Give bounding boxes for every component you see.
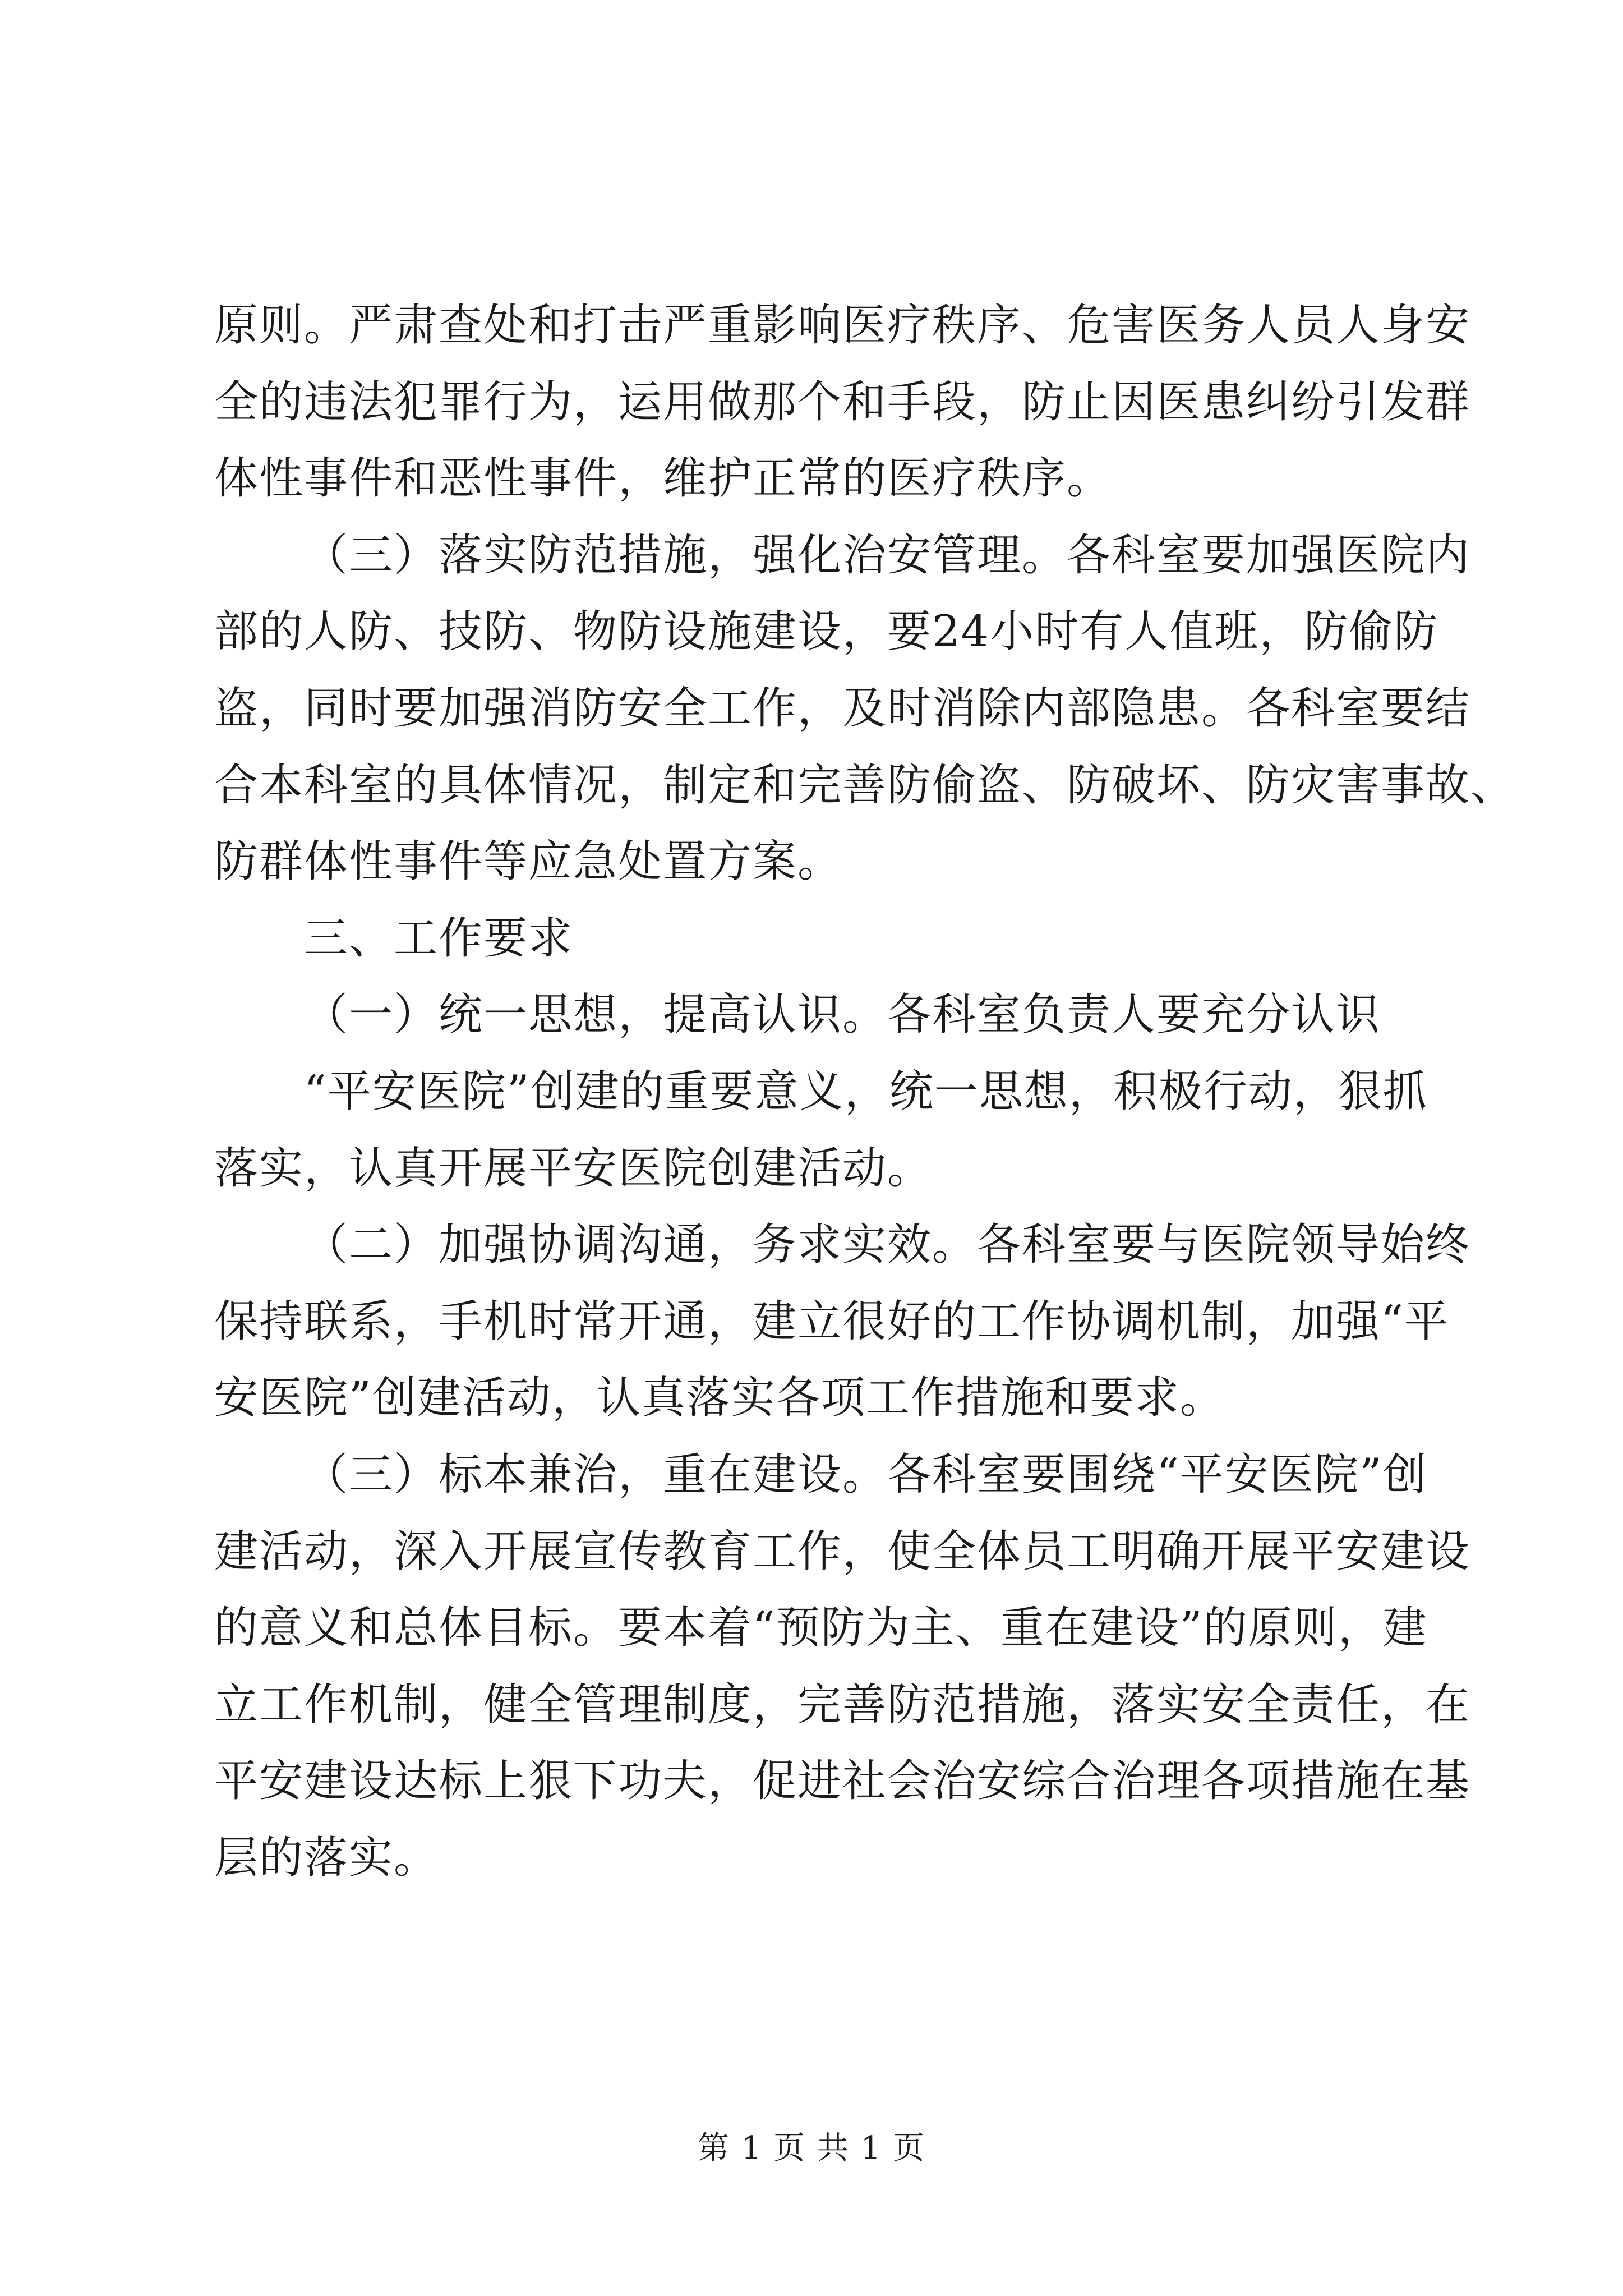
page-number-footer: 第 1 页 共 1 页 — [697, 2130, 926, 2166]
text-line: 层的落实。 — [214, 1832, 439, 1883]
text-line: （三）落实防范措施，强化治安管理。各科室要加强医院内 — [304, 530, 1471, 581]
text-line: 立工作机制，健全管理制度，完善防范措施，落实安全责任，在 — [214, 1679, 1471, 1730]
text-line: 防群体性事件等应急处置方案。 — [214, 836, 843, 887]
section-heading: 三、工作要求 — [304, 913, 574, 964]
text-line: （一）统一思想，提高认识。各科室负责人要充分认识 — [304, 990, 1381, 1041]
text-line: 体性事件和恶性事件，维护正常的医疗秩序。 — [214, 453, 1112, 504]
text-line: （二）加强协调沟通，务求实效。各科室要与医院领导始终 — [304, 1220, 1471, 1271]
text-line: 全的违法犯罪行为，运用做那个和手段，防止因医患纠纷引发群 — [214, 376, 1471, 427]
text-line: 平安建设达标上狠下功夫，促进社会治安综合治理各项措施在基 — [214, 1756, 1471, 1807]
text-line: 合本科室的具体情况，制定和完善防偷盗、防破坏、防灾害事故、 — [214, 760, 1516, 811]
text-line: 保持联系，手机时常开通，建立很好的工作协调机制，加强“平 — [214, 1296, 1449, 1347]
text-line: “平安医院”创建的重要意义，统一思想，积极行动，狠抓 — [304, 1066, 1428, 1117]
text-line: 安医院”创建活动，认真落实各项工作措施和要求。 — [214, 1373, 1225, 1424]
document-body — [214, 287, 1516, 1896]
text-line: （三）标本兼治，重在建设。各科室要围绕“平安医院”创 — [304, 1449, 1428, 1500]
text-line: 落实，认真开展平安医院创建活动。 — [214, 1143, 933, 1194]
text-line: 盗，同时要加强消防安全工作，及时消除内部隐患。各科室要结 — [214, 683, 1471, 734]
text-line: 建活动，深入开展宣传教育工作，使全体员工明确开展平安建设 — [214, 1526, 1471, 1577]
text-line: 部的人防、技防、物防设施建设，要24小时有人值班，防偷防 — [214, 606, 1439, 657]
text-line: 原则。严肃查处和打击严重影响医疗秩序、危害医务人员人身安 — [214, 300, 1471, 351]
text-line: 的意义和总体目标。要本着“预防为主、重在建设”的原则，建 — [214, 1603, 1428, 1654]
